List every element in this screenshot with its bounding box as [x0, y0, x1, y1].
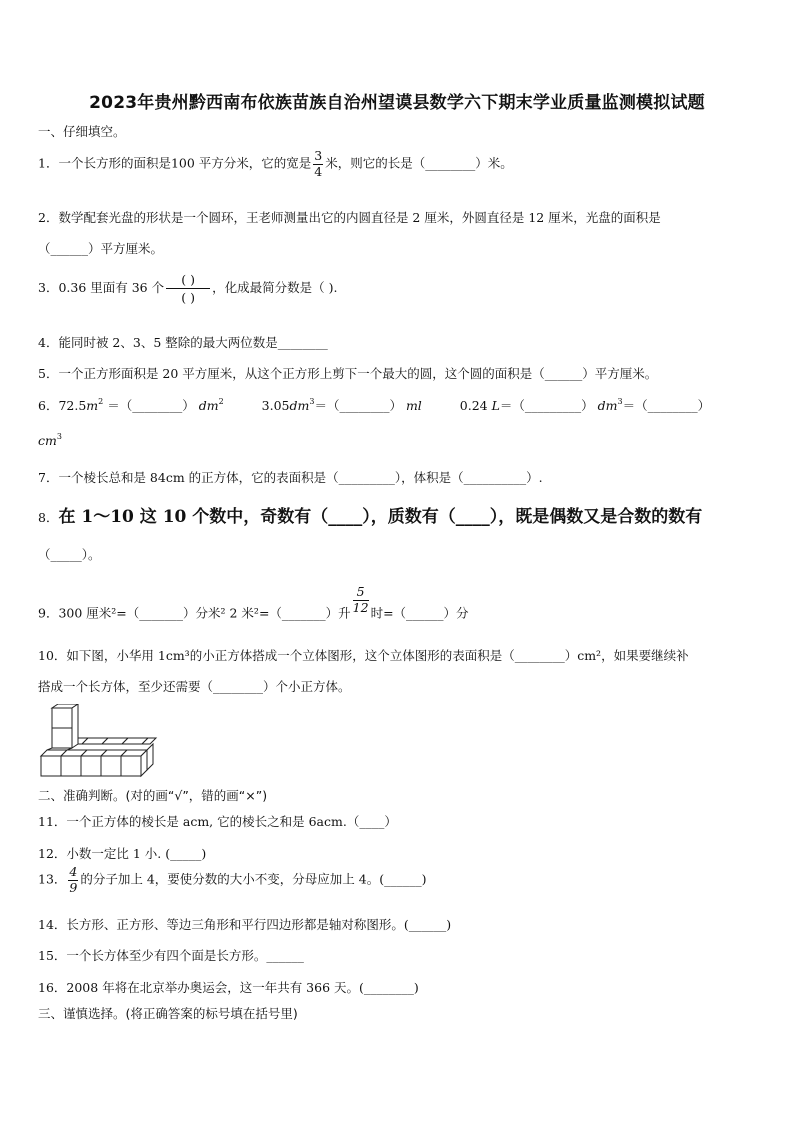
- section-multiple-choice: 三、谨慎选择。(将正确答案的标号填在括号里): [38, 1006, 298, 1021]
- question-12: 12．小数一定比 1 小. (_____): [38, 846, 207, 861]
- question-4: 4．能同时被 2、3、5 整除的最大两位数是________: [38, 335, 328, 350]
- question-7: 7．一个棱长总和是 84cm 的正方体，它的表面积是（_________），体积是（__________）.: [38, 470, 543, 485]
- q1-text: 1．一个长方形的面积是100 平方分米，它的宽是: [38, 155, 312, 171]
- question-16: 16．2008 年将在北京举办奥运会，这一年共有 366 天。(________): [38, 980, 419, 995]
- page-title: 2023年贵州黔西南布依族苗族自治州望谟县数学六下期末学业质量监测模拟试题: [89, 93, 705, 113]
- q9-fraction: $\frac{5}{12}$: [352, 584, 369, 615]
- question-5: 5．一个正方形面积是 20 平方厘米，从这个正方形上剪下一个最大的圆，这个圆的面积是（______）平方厘米。: [38, 366, 658, 381]
- question-2-line2: （______）平方厘米。: [38, 241, 164, 256]
- q3-blank-fraction: $\frac{( )}{( )}$: [166, 272, 210, 305]
- section-true-false: 二、准确判断。(对的画“√”，错的画“×”): [38, 788, 268, 803]
- question-10-line2: 搭成一个长方体，至少还需要（________）个小正方体。: [38, 679, 351, 694]
- q3-text-end: ，化成最简分数是（ ).: [212, 280, 338, 295]
- q13-fraction: $\frac{4}{9}$: [69, 864, 78, 895]
- q1-text-end: 米，则它的长是（________）米。: [325, 155, 513, 171]
- question-1: [38, 150, 513, 178]
- question-8-line2: （_____）。: [38, 547, 101, 562]
- q1-fraction: $\frac{3}{4}$: [314, 148, 323, 179]
- question-9: 9．300 厘米²=（_______）分米² 2 米²=（_______）升 $\frac{5}{12}$ 时=（______）分: [38, 584, 469, 621]
- question-14: 14．长方形、正方形、等边三角形和平行四边形都是轴对称图形。(______): [38, 917, 452, 932]
- question-3: [38, 272, 337, 305]
- question-8: 8．在 1～10 这 10 个数中，奇数有（____），质数有（____），既是偶数又是合数的数有: [38, 507, 703, 527]
- cube-figure: [38, 704, 162, 778]
- question-6-unit-line: $cm^3$: [38, 432, 62, 448]
- question-13: 13． $\frac{4}{9}$ 的分子加上 4，要使分数的大小不变，分母应加上 4。(______): [38, 864, 427, 895]
- section-fill-in: 一、仔细填空。: [38, 124, 126, 139]
- question-6: 6．$72.5m^2$ ＝（________） $dm^2$ $3.05dm^3=(\_\_\_\_\_\_\_\_)$ ml 0.24 L＝（_________） $dm^3=(\_\_\_\_\_\_\_\_)$: [38, 397, 711, 413]
- question-2-line1: 2．数学配套光盘的形状是一个圆环，王老师测量出它的内圆直径是 2 厘米，外圆直径是 12 厘米，光盘的面积是: [38, 210, 661, 225]
- question-15: 15．一个长方体至少有四个面是长方形。______: [38, 948, 304, 963]
- question-11: 11．一个正方体的棱长是 acm, 它的棱长之和是 6acm.（____）: [38, 814, 397, 829]
- q3-text: 3．0.36 里面有 36 个: [38, 280, 165, 295]
- question-10-line1: 10．如下图，小华用 1cm³的小正方体搭成一个立体图形，这个立体图形的表面积是（________）cm²，如果要继续补: [38, 648, 689, 663]
